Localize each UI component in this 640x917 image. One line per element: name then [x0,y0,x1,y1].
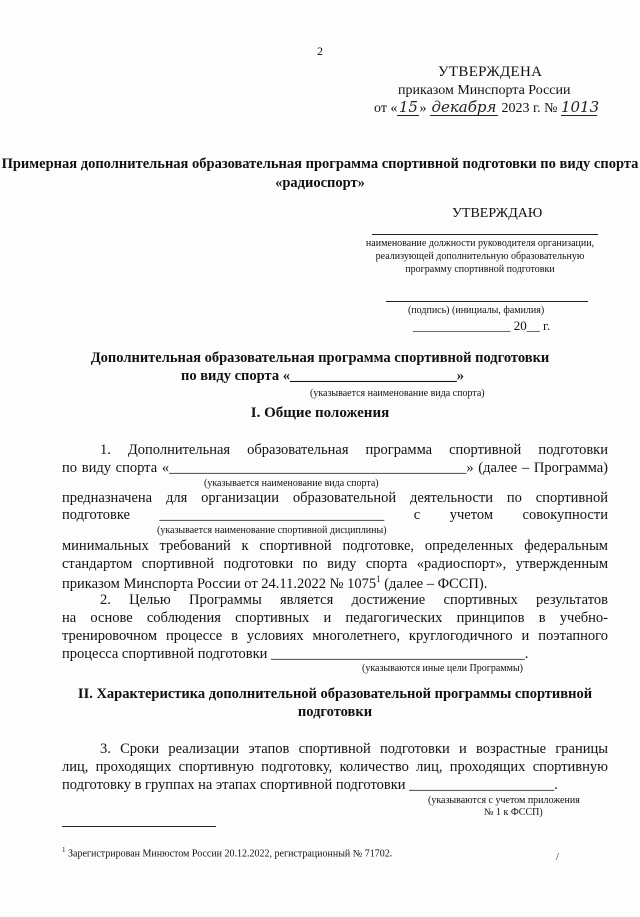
p1-line7-tail: (далее – ФССП). [380,575,488,592]
p1-line3: предназначена для организации образовательной деятельности по спортивной [62,490,608,506]
p2-line1: 2. Целью Программы является достижение спортивных результатов [100,592,608,608]
footnote-number: 1 [62,846,66,854]
p1-line6: стандартом спортивной подготовки по виду спорта «радиоспорт», утвержденным [62,556,608,572]
p2-line4: процесса спортивной подготовки ___________________________________. [62,646,529,662]
section-1-title: I. Общие положения [250,405,390,421]
p1-caption-discipline: (указывается наименование спортивной дисциплины) [157,525,387,536]
p1-line7-text: приказом Минспорта России от 24.11.2022 № 1075 [62,575,377,592]
document-title: Примерная дополнительная образовательная программа спортивной подготовки по виду спорта «радиоспорт» [1,156,639,191]
footnote [62,846,392,859]
p2-line2: на основе соблюдения спортивных и педагогических принципов в учебно- [62,610,608,626]
p3-line2: лиц, проходящих спортивную подготовку, количество лиц, проходящих спортивную [62,759,608,775]
p1-line4-word: учетом [449,507,493,523]
p1-line1: 1. Дополнительная образовательная программа спортивной подготовки [100,442,608,458]
position-line [372,234,598,235]
program-title-line1: Дополнительная образовательная программа спортивной подготовки [90,350,550,366]
p3-caption-2: № 1 к ФССП) [484,807,543,818]
p2-line3: тренировочном процессе в условиях многолетнего, круглогодичного и поэтапного [62,628,608,644]
order-number-handwritten: 1013 [560,98,600,116]
sport-name-caption: (указывается наименование вида спорта) [310,388,485,399]
order-day-handwritten: 15 [398,98,418,116]
section-2-title: II. Характеристика дополнительной образовательной программы спортивной подготовки [77,686,593,720]
program-title-line2: по виду спорта «_______________________» [181,368,464,384]
approval-date-line: _______________ 20__ г. [413,318,551,333]
p3-caption-1: (указываются с учетом приложения [428,795,580,806]
p1-line4-word: подготовке [62,507,130,523]
p1-line4-word: с [413,507,421,523]
order-line: приказом Минспорта России [398,83,571,98]
approved-heading: УТВЕРЖДЕНА [438,64,543,80]
p3-line3: подготовку в группах на этапах спортивной подготовки ____________________. [62,777,558,793]
order-quote: » [419,101,427,116]
p3-line1: 3. Сроки реализации этапов спортивной подготовки и возрастные границы [100,741,608,757]
page-number: 2 [317,44,323,58]
footnote-text: Зарегистрирован Минюстом России 20.12.2022, регистрационный № 71702. [65,848,393,860]
signature-line [386,301,588,302]
order-from: от « [374,101,398,116]
signature-caption: (подпись) (инициалы, фамилия) [408,305,545,316]
order-year: 2023 г. № [501,101,558,116]
order-month-handwritten: декабря [431,98,497,116]
p1-line4-word: совокупности [522,507,608,523]
p2-caption: (указываются иные цели Программы) [362,663,524,674]
footnote-rule [62,826,216,827]
footnote-ref: 1 [376,574,381,584]
p1-line2: по виду спорта «_________________________________________» (далее – Программа) [62,460,608,476]
p1-line4 [62,507,608,524]
p1-line7 [62,574,487,593]
p1-line4-blank: _______________________________ [159,507,385,523]
position-caption: наименование должности руководителя организации, реализующей дополнительную образовательную программу спортивной подготовки [365,238,595,275]
p1-caption-sport: (указывается наименование вида спорта) [204,478,379,489]
stray-mark: / [556,852,559,863]
order-date-number [374,98,600,117]
p1-line5: минимальных требований к спортивной подготовке, определенных федеральным [62,538,608,554]
approve-label: УТВЕРЖДАЮ [452,206,543,221]
